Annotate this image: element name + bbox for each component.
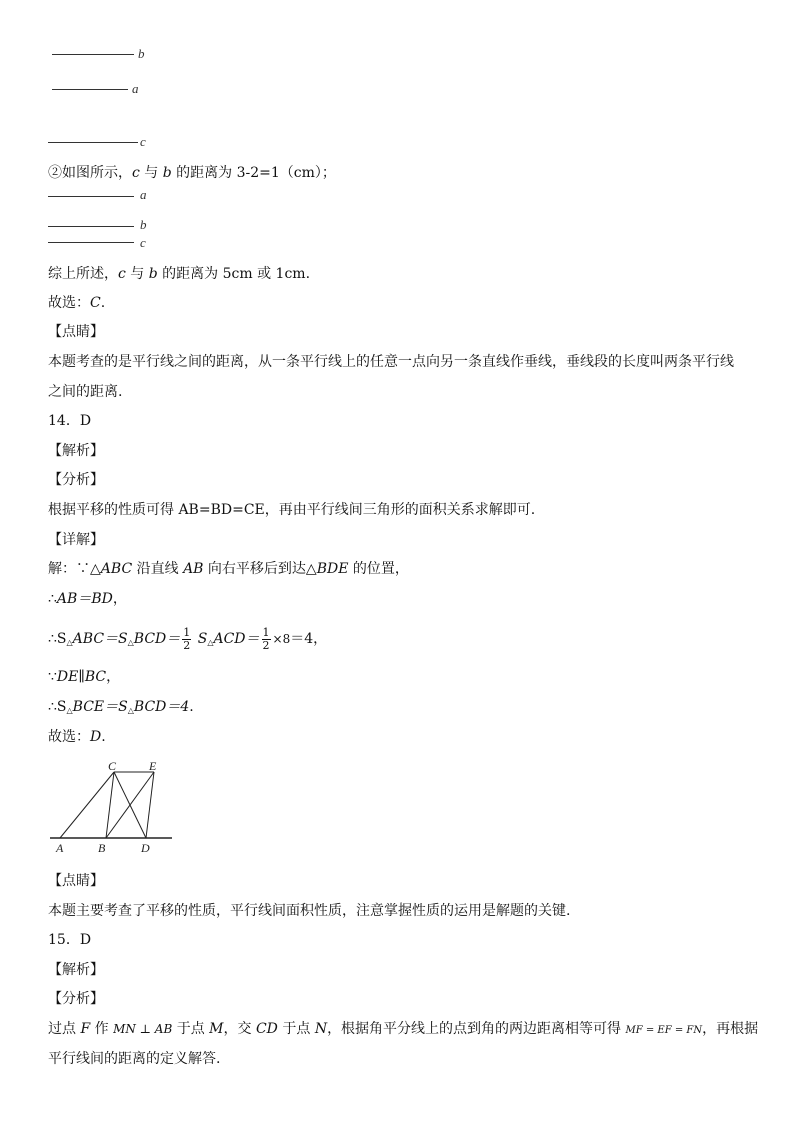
point-label-A: A	[56, 841, 64, 855]
choice-1: 故选：C.	[48, 295, 106, 311]
point-label-D: D	[141, 841, 150, 855]
choice-2: 故选：D.	[48, 729, 106, 745]
analysis-14: 根据平移的性质可得 AB=BD=CE，再由平行线间三角形的面积关系求解即可.	[48, 502, 536, 518]
analysis-15-line-2: 平行线间的距离的定义解答.	[48, 1051, 221, 1067]
solution-step-2: ∴AB＝BD，	[48, 591, 127, 607]
label-c: c	[140, 134, 146, 149]
translation-figure	[48, 758, 176, 856]
jiexi-heading-15: 【解析】	[48, 962, 104, 978]
note-1-line-1: 本题考查的是平行线之间的距离，从一条平行线上的任意一点向另一条直线作垂线，垂线段的长度叫两条平行线	[48, 354, 734, 370]
line-a-2	[48, 196, 134, 197]
line-c-2	[48, 242, 134, 243]
line-a	[52, 89, 128, 90]
case2-text: ②如图所示，c 与 b 的距离为 3-2=1（cm）；	[48, 165, 336, 181]
point-label-C: C	[108, 759, 117, 773]
dianjing-heading-1: 【点睛】	[48, 324, 104, 340]
analysis-15-line-1: 过点 F 作 MN ⊥ AB 于点 M，交 CD 于点 N，根据角平分线上的点到角的两边距离相等可得 MF = EF = FN，再根据	[48, 1021, 759, 1037]
fenxi-heading-15: 【分析】	[48, 991, 104, 1007]
fraction-half-2: $\frac{1}{2}$	[262, 625, 270, 652]
segment-AC	[60, 772, 114, 838]
note-1-line-2: 之间的距离.	[48, 384, 123, 400]
label-b-2: b	[140, 217, 147, 232]
fraction-half-1: $\frac{1}{2}$	[183, 625, 191, 652]
point-label-E: E	[149, 759, 157, 773]
question-15-answer: 15．D	[48, 932, 92, 948]
note-2: 本题主要考查了平移的性质，平行线间面积性质，注意掌握性质的运用是解题的关键.	[48, 903, 571, 919]
solution-step-3: $\therefore S_\triangle ABC=S_\triangle BCD=$ $\frac{1}{2}$ $S_\triangle ACD=$ $\frac{1}{2}$ ×8＝4，	[48, 625, 328, 652]
solution-step-4: ∵DE∥BC，	[48, 669, 121, 685]
point-label-B: B	[98, 841, 106, 855]
question-14-answer: 14．D	[48, 413, 92, 429]
dianjing-heading-2: 【点睛】	[48, 873, 104, 889]
solution-step-5: $\therefore S_\triangle BCE=S_\triangle BCD=4$.	[48, 699, 194, 715]
fenxi-heading-14: 【分析】	[48, 472, 104, 488]
label-c-2: c	[140, 235, 146, 250]
solution-step-1: 解：∵△ABC 沿直线 AB 向右平移后到达△BDE 的位置，	[48, 561, 409, 577]
summary-text: 综上所述，c 与 b 的距离为 5cm 或 1cm.	[48, 266, 311, 282]
label-b: b	[138, 46, 145, 61]
line-c	[48, 142, 138, 143]
label-a-2: a	[140, 187, 147, 202]
label-a: a	[132, 81, 139, 96]
jiexi-heading-14: 【解析】	[48, 443, 104, 459]
xiangjie-heading-14: 【详解】	[48, 532, 104, 548]
line-b-2	[48, 226, 134, 227]
line-b	[52, 54, 134, 55]
